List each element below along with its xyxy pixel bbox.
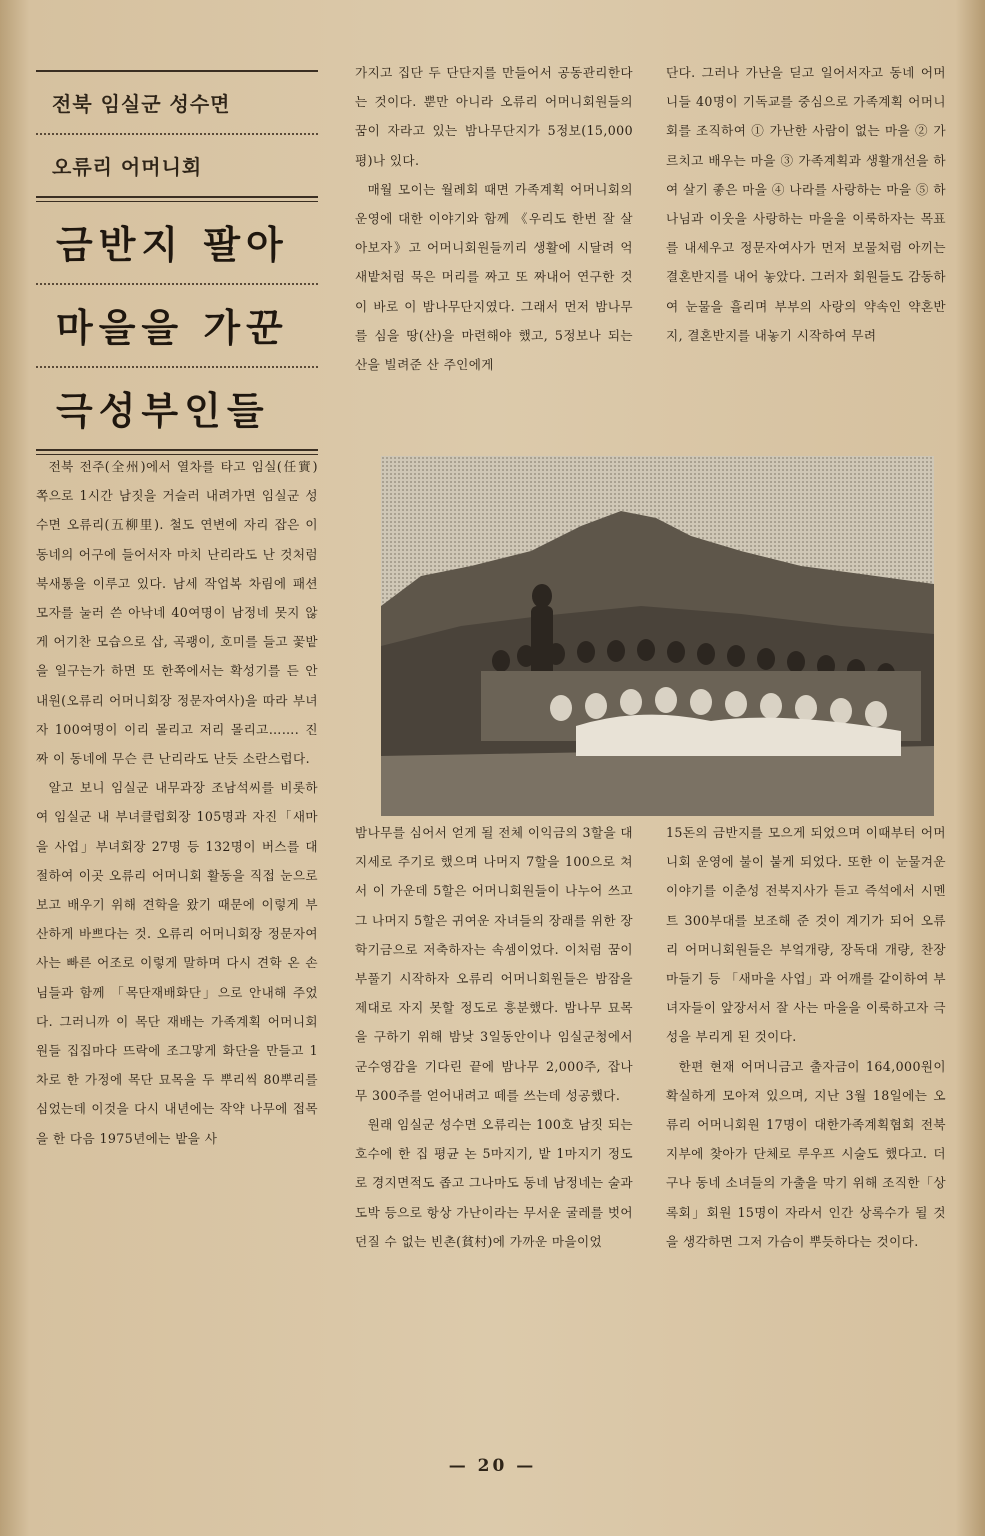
title-rule	[36, 196, 318, 198]
headline-line-2: 마을을 가꾼	[56, 306, 289, 350]
page-number: — 20 —	[448, 1456, 537, 1476]
headline-line-3: 극성부인들	[56, 389, 270, 433]
ground	[381, 746, 934, 816]
paragraph: 알고 보니 임실군 내무과장 조남석씨를 비롯하여 임실군 내 부녀클럽회장 105명과 자진「새마을 사업」부녀회장 27명 등 132명이 버스를 대절하여 이곳 오류리 어머니회 활동을 직접 눈으로 보고 배우기 위해 견학을 왔기 때문에 이렇게 부산하게 바쁘다는 것. 오류리 어머니회장 정문자여사는 빠른 어조로 이렇게 말하며 다시 견학 온 손님들과 함께 「목단재배화단」으로 안내해 주었다. 그러니까 이 목단 재배는 가족계획 어머니회원들 집집마다 뜨락에 조그맣게 화단을 만들고 1차로 한 가정에 목단 묘목을 두 뿌리씩 80뿌리를 심었는데 이것을 다시 내년에는 작약 나무에 접목을 한 다음 1975년에는 밭을 사	[36, 780, 318, 1146]
body-column-3-top	[666, 58, 946, 350]
body-column-2-top	[355, 58, 633, 379]
body-column-3-bottom	[666, 818, 946, 1256]
paragraph: 한편 현재 어머니금고 출자금이 164,000원이 확실하게 모아져 있으며, 지난 3월 18일에는 오류리 어머니회원 17명이 대한가족계획협회 전북지부에 찾아가 단체로 루우프 시술도 했다고. 더구나 동네 소녀들의 가출을 막기 위해 조직한「상록회」회원 15명이 자라서 인간 상록수가 될 것을 생각하면 그저 가슴이 뿌듯하다는 것이다.	[666, 1058, 946, 1249]
body-column-2-bottom	[355, 818, 633, 1256]
group-photo-drawing	[381, 456, 934, 816]
paragraph: 15돈의 금반지를 모으게 되었으며 이때부터 어머니회 운영에 불이 붙게 되었다. 또한 이 눈물겨운 이야기를 이춘성 전북지사가 듣고 즉석에서 시멘트 300부대를 보조해 준 것이 계기가 되어 오류리 어머니회원들은 부엌개량, 장독대 개량, 찬장 마들기 등 「새마을 사업」과 어깨를 같이하여 부녀자들이 앞장서서 잘 사는 마을을 이룩하고자 극성을 부리게 된 것이다.	[666, 825, 946, 1045]
paragraph: 매월 모이는 월례회 때면 가족계획 어머니회의 운영에 대한 이야기와 함께 《우리도 한번 잘 살아보자》고 어머니회원들끼리 생활에 시달려 억새밭처럼 묵은 머리를 짜고 또 짜내어 연구한 것이 바로 이 밤나무단지였다. 그래서 먼저 밤나무를 심을 땅(산)을 마련해야 했고, 5정보나 되는 산을 빌려준 산 주인에게	[355, 181, 633, 373]
paragraph: 가지고 집단 두 단단지를 만들어서 공동관리한다는 것이다. 뿐만 아니라 오류리 어머니회원들의 꿈이 자라고 있는 밤나무단지가 5정보(15,000평)나 있다.	[355, 65, 633, 168]
title-group: 오류리 어머니회	[52, 155, 203, 179]
article-title-block	[36, 70, 318, 455]
body-column-1	[36, 452, 318, 1153]
title-region: 전북 임실군 성수면	[52, 92, 231, 116]
paragraph: 원래 임실군 성수면 오류리는 100호 남짓 되는 호수에 한 집 평균 논 5마지기, 밭 1마지기 정도로 경지면적도 좁고 그나마도 동네 남정네는 술과 도박 등으로 항상 가난이라는 무서운 굴레를 벗어 던질 수 없는 빈촌(貧村)에 가까운 마을이었	[355, 1117, 633, 1249]
paragraph: 밤나무를 심어서 얻게 될 전체 이익금의 3할을 대지세로 주기로 했으며 나머지 7할을 100으로 쳐서 이 가운데 5할은 어머니회원들이 나누어 쓰고 그 나머지 5할은 귀여운 자녀들의 장래를 위한 장학기금으로 저축하자는 속셈이었다. 이처럼 꿈이 부풀기 시작하자 오류리 어머니회원들은 밤잠을 제대로 자지 못할 정도로 흥분했다. 밤나무 묘목을 구하기 위해 밤낮 3일동안이나 임실군청에서 군수영감을 기다린 끝에 밤나무 2,000주, 잡나무 300주를 얻어내려고 떼를 쓰는데 성공했다.	[355, 825, 633, 1103]
group-photo	[381, 456, 934, 816]
paragraph: 단다. 그러나 가난을 딛고 일어서자고 동네 어머니들 40명이 기독교를 중심으로 가족계획 어머니회를 조직하여 ① 가난한 사람이 없는 마을 ② 가르치고 배우는 마을 ③ 가족계획과 생활개선을 하여 살기 좋은 마을 ④ 나라를 사랑하는 마을 ⑤ 하나님과 이웃을 사랑하는 마을을 이룩하자는 목표를 내세우고 정문자여사가 먼저 보물처럼 아끼는 결혼반지를 내어 놓았다. 그러자 회원들도 감동하여 눈물을 흘리며 부부의 사랑의 약속인 약혼반지, 결혼반지를 내놓기 시작하여 무려	[666, 65, 946, 343]
title-rule	[36, 449, 318, 451]
headline-line-1: 금반지 팔아	[56, 223, 289, 267]
paragraph: 전북 전주(全州)에서 열차를 타고 임실(任實) 쪽으로 1시간 남짓을 거슬러 내려가면 임실군 성수면 오류리(五柳里). 철도 연변에 자리 잡은 이 동네의 어구에 들어서자 마치 난리라도 난 것처럼 북새통을 이루고 있다. 남세 작업복 차림에 패션 모자를 눌러 쓴 아낙네 40여명이 남정네 못지 않게 어기찬 모습으로 삽, 곡괭이, 호미를 들고 꽃밭을 일구는가 하면 또 한쪽에서는 확성기를 든 안내원(오류리 어머니회장 정문자여사)을 따라 부녀자 100여명이 이리 몰리고 저리 몰리고……. 진짜 이 동네에 무슨 큰 난리라도 난듯 소란스럽다.	[36, 459, 318, 767]
